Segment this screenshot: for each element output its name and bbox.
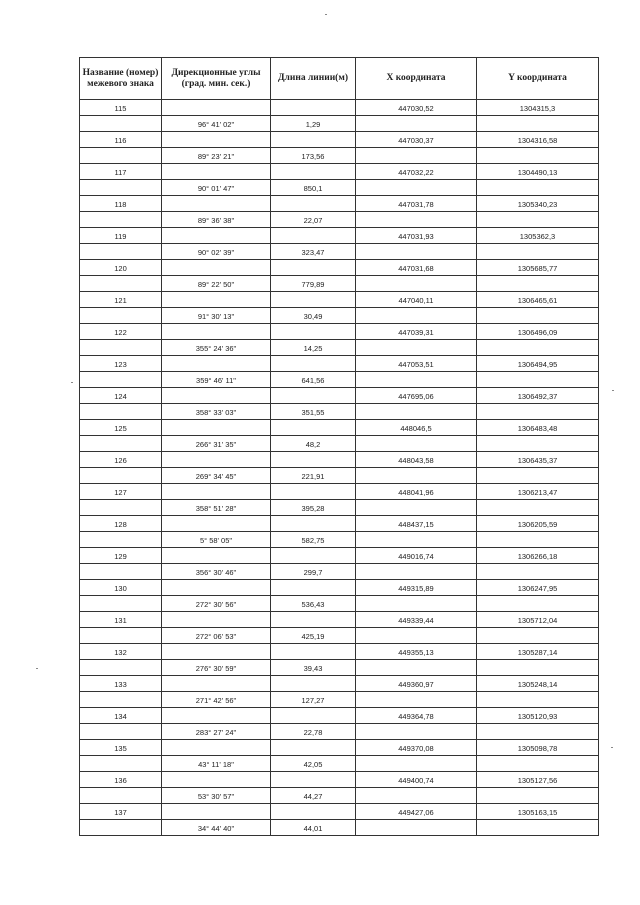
table-row — [80, 660, 599, 676]
line-length: 39,43 — [271, 660, 356, 676]
y-coordinate: 1305127,56 — [477, 772, 599, 788]
table-row — [80, 612, 599, 628]
table-row — [80, 228, 599, 244]
empty-cell — [162, 708, 271, 724]
empty-cell — [80, 692, 162, 708]
empty-cell — [356, 596, 477, 612]
empty-cell — [356, 724, 477, 740]
y-coordinate: 1305340,23 — [477, 196, 599, 212]
table-row — [80, 532, 599, 548]
empty-cell — [356, 532, 477, 548]
line-length: 44,01 — [271, 820, 356, 836]
empty-cell — [162, 132, 271, 148]
table-row — [80, 212, 599, 228]
empty-cell — [356, 628, 477, 644]
x-coordinate: 449370,08 — [356, 740, 477, 756]
table-row — [80, 692, 599, 708]
empty-cell — [356, 404, 477, 420]
empty-cell — [80, 148, 162, 164]
direction-angle: 272° 06' 53" — [162, 628, 271, 644]
line-length: 221,91 — [271, 468, 356, 484]
direction-angle: 89° 22' 50" — [162, 276, 271, 292]
x-coordinate: 447031,78 — [356, 196, 477, 212]
empty-cell — [80, 180, 162, 196]
empty-cell — [356, 660, 477, 676]
empty-cell — [477, 180, 599, 196]
line-length: 582,75 — [271, 532, 356, 548]
table-row — [80, 308, 599, 324]
empty-cell — [80, 244, 162, 260]
y-coordinate: 1306483,48 — [477, 420, 599, 436]
line-length: 323,47 — [271, 244, 356, 260]
empty-cell — [477, 724, 599, 740]
table-row — [80, 628, 599, 644]
point-name: 130 — [80, 580, 162, 596]
table-row — [80, 292, 599, 308]
empty-cell — [162, 100, 271, 116]
table-row — [80, 164, 599, 180]
point-name: 122 — [80, 324, 162, 340]
direction-angle: 358° 33' 03" — [162, 404, 271, 420]
line-length: 22,78 — [271, 724, 356, 740]
empty-cell — [271, 388, 356, 404]
empty-cell — [162, 580, 271, 596]
empty-cell — [162, 772, 271, 788]
table-row — [80, 708, 599, 724]
table-row — [80, 132, 599, 148]
point-name: 125 — [80, 420, 162, 436]
table-row — [80, 452, 599, 468]
table-row — [80, 404, 599, 420]
table-row — [80, 756, 599, 772]
line-length: 14,25 — [271, 340, 356, 356]
header-length: Длина линии(м) — [271, 58, 356, 100]
empty-cell — [477, 628, 599, 644]
table-row — [80, 436, 599, 452]
empty-cell — [162, 228, 271, 244]
empty-cell — [162, 388, 271, 404]
line-length: 425,19 — [271, 628, 356, 644]
empty-cell — [356, 468, 477, 484]
x-coordinate: 448046,5 — [356, 420, 477, 436]
table-row — [80, 644, 599, 660]
empty-cell — [477, 276, 599, 292]
scan-speck — [36, 668, 38, 669]
empty-cell — [477, 436, 599, 452]
x-coordinate: 447040,11 — [356, 292, 477, 308]
y-coordinate: 1306435,37 — [477, 452, 599, 468]
empty-cell — [356, 820, 477, 836]
direction-angle: 89° 36' 38" — [162, 212, 271, 228]
x-coordinate: 449360,97 — [356, 676, 477, 692]
empty-cell — [477, 596, 599, 612]
y-coordinate: 1306247,95 — [477, 580, 599, 596]
empty-cell — [356, 212, 477, 228]
empty-cell — [80, 788, 162, 804]
direction-angle: 91° 30' 13" — [162, 308, 271, 324]
empty-cell — [80, 372, 162, 388]
y-coordinate: 1304315,3 — [477, 100, 599, 116]
empty-cell — [162, 804, 271, 820]
point-name: 117 — [80, 164, 162, 180]
empty-cell — [356, 372, 477, 388]
line-length: 30,49 — [271, 308, 356, 324]
empty-cell — [271, 676, 356, 692]
table-row — [80, 340, 599, 356]
x-coordinate: 449400,74 — [356, 772, 477, 788]
direction-angle: 43° 11' 18" — [162, 756, 271, 772]
empty-cell — [356, 244, 477, 260]
empty-cell — [271, 292, 356, 308]
empty-cell — [80, 820, 162, 836]
line-length: 127,27 — [271, 692, 356, 708]
empty-cell — [356, 340, 477, 356]
table-row — [80, 724, 599, 740]
empty-cell — [80, 596, 162, 612]
table-row — [80, 820, 599, 836]
point-name: 126 — [80, 452, 162, 468]
empty-cell — [271, 484, 356, 500]
x-coordinate: 448041,96 — [356, 484, 477, 500]
empty-cell — [162, 196, 271, 212]
direction-angle: 90° 02' 39" — [162, 244, 271, 260]
direction-angle: 266° 31' 35" — [162, 436, 271, 452]
line-length: 779,89 — [271, 276, 356, 292]
table-row — [80, 100, 599, 116]
table-row — [80, 244, 599, 260]
table-row — [80, 388, 599, 404]
table-row — [80, 548, 599, 564]
empty-cell — [162, 164, 271, 180]
empty-cell — [271, 260, 356, 276]
empty-cell — [80, 532, 162, 548]
point-name: 132 — [80, 644, 162, 660]
y-coordinate: 1305685,77 — [477, 260, 599, 276]
table-row — [80, 148, 599, 164]
point-name: 120 — [80, 260, 162, 276]
table-body — [80, 100, 599, 836]
y-coordinate: 1305120,93 — [477, 708, 599, 724]
empty-cell — [80, 500, 162, 516]
empty-cell — [477, 148, 599, 164]
x-coordinate: 449339,44 — [356, 612, 477, 628]
empty-cell — [477, 756, 599, 772]
table-row — [80, 564, 599, 580]
table-row — [80, 116, 599, 132]
direction-angle: 90° 01' 47" — [162, 180, 271, 196]
line-length: 395,28 — [271, 500, 356, 516]
empty-cell — [356, 564, 477, 580]
y-coordinate: 1304316,58 — [477, 132, 599, 148]
x-coordinate: 448437,15 — [356, 516, 477, 532]
y-coordinate: 1304490,13 — [477, 164, 599, 180]
boundary-coordinates-table — [79, 57, 599, 836]
table-row — [80, 260, 599, 276]
x-coordinate: 448043,58 — [356, 452, 477, 468]
table-row — [80, 276, 599, 292]
line-length: 42,05 — [271, 756, 356, 772]
empty-cell — [162, 260, 271, 276]
line-length: 173,56 — [271, 148, 356, 164]
header-y: Y координата — [477, 58, 599, 100]
empty-cell — [80, 436, 162, 452]
point-name: 135 — [80, 740, 162, 756]
empty-cell — [162, 484, 271, 500]
table-row — [80, 580, 599, 596]
empty-cell — [271, 100, 356, 116]
direction-angle: 269° 34' 45" — [162, 468, 271, 484]
empty-cell — [477, 244, 599, 260]
empty-cell — [162, 452, 271, 468]
empty-cell — [271, 708, 356, 724]
empty-cell — [162, 740, 271, 756]
empty-cell — [356, 436, 477, 452]
empty-cell — [477, 116, 599, 132]
point-name: 119 — [80, 228, 162, 244]
x-coordinate: 447053,51 — [356, 356, 477, 372]
direction-angle: 356° 30' 46" — [162, 564, 271, 580]
scan-speck — [325, 14, 327, 15]
empty-cell — [162, 356, 271, 372]
point-name: 134 — [80, 708, 162, 724]
x-coordinate: 449315,89 — [356, 580, 477, 596]
empty-cell — [477, 500, 599, 516]
direction-angle: 358° 51' 28" — [162, 500, 271, 516]
point-name: 136 — [80, 772, 162, 788]
empty-cell — [80, 660, 162, 676]
x-coordinate: 447695,06 — [356, 388, 477, 404]
direction-angle: 34° 44' 40" — [162, 820, 271, 836]
table-row — [80, 740, 599, 756]
empty-cell — [271, 740, 356, 756]
header-point: Название (номер) межевого знака — [80, 58, 162, 100]
point-name: 128 — [80, 516, 162, 532]
table-row — [80, 372, 599, 388]
point-name: 129 — [80, 548, 162, 564]
empty-cell — [356, 148, 477, 164]
direction-angle: 96° 41' 02" — [162, 116, 271, 132]
direction-angle: 283° 27' 24" — [162, 724, 271, 740]
empty-cell — [80, 212, 162, 228]
empty-cell — [162, 420, 271, 436]
y-coordinate: 1305362,3 — [477, 228, 599, 244]
empty-cell — [356, 116, 477, 132]
direction-angle: 5° 58' 05" — [162, 532, 271, 548]
empty-cell — [477, 660, 599, 676]
empty-cell — [271, 452, 356, 468]
empty-cell — [356, 692, 477, 708]
empty-cell — [477, 532, 599, 548]
table-row — [80, 516, 599, 532]
empty-cell — [477, 212, 599, 228]
y-coordinate: 1306492,37 — [477, 388, 599, 404]
direction-angle: 276° 30' 59" — [162, 660, 271, 676]
point-name: 123 — [80, 356, 162, 372]
y-coordinate: 1306266,18 — [477, 548, 599, 564]
x-coordinate: 447031,93 — [356, 228, 477, 244]
empty-cell — [271, 516, 356, 532]
y-coordinate: 1306213,47 — [477, 484, 599, 500]
table-row — [80, 196, 599, 212]
table-row — [80, 468, 599, 484]
point-name: 131 — [80, 612, 162, 628]
empty-cell — [477, 468, 599, 484]
empty-cell — [80, 308, 162, 324]
table-row — [80, 180, 599, 196]
empty-cell — [477, 404, 599, 420]
empty-cell — [271, 804, 356, 820]
direction-angle: 359° 46' 11" — [162, 372, 271, 388]
line-length: 536,43 — [271, 596, 356, 612]
header-x: X координата — [356, 58, 477, 100]
y-coordinate: 1306205,59 — [477, 516, 599, 532]
empty-cell — [477, 340, 599, 356]
point-name: 118 — [80, 196, 162, 212]
y-coordinate: 1305287,14 — [477, 644, 599, 660]
direction-angle: 272° 30' 56" — [162, 596, 271, 612]
direction-angle: 53° 30' 57" — [162, 788, 271, 804]
empty-cell — [80, 724, 162, 740]
y-coordinate: 1306494,95 — [477, 356, 599, 372]
line-length: 1,29 — [271, 116, 356, 132]
table-row — [80, 676, 599, 692]
empty-cell — [271, 548, 356, 564]
empty-cell — [271, 580, 356, 596]
empty-cell — [477, 820, 599, 836]
line-length: 48,2 — [271, 436, 356, 452]
table-row — [80, 484, 599, 500]
point-name: 121 — [80, 292, 162, 308]
point-name: 127 — [80, 484, 162, 500]
point-name: 137 — [80, 804, 162, 820]
empty-cell — [271, 772, 356, 788]
empty-cell — [162, 548, 271, 564]
table-row — [80, 772, 599, 788]
empty-cell — [162, 676, 271, 692]
x-coordinate: 449364,78 — [356, 708, 477, 724]
y-coordinate: 1306496,09 — [477, 324, 599, 340]
empty-cell — [356, 180, 477, 196]
empty-cell — [271, 356, 356, 372]
empty-cell — [162, 292, 271, 308]
empty-cell — [356, 756, 477, 772]
empty-cell — [80, 404, 162, 420]
x-coordinate: 449355,13 — [356, 644, 477, 660]
empty-cell — [356, 308, 477, 324]
table-row — [80, 596, 599, 612]
empty-cell — [162, 324, 271, 340]
y-coordinate: 1305712,04 — [477, 612, 599, 628]
table-row — [80, 356, 599, 372]
line-length: 641,56 — [271, 372, 356, 388]
x-coordinate: 447031,68 — [356, 260, 477, 276]
x-coordinate: 449427,06 — [356, 804, 477, 820]
empty-cell — [162, 516, 271, 532]
y-coordinate: 1305098,78 — [477, 740, 599, 756]
scan-speck — [71, 382, 73, 383]
empty-cell — [80, 340, 162, 356]
scan-speck — [612, 390, 614, 391]
empty-cell — [356, 788, 477, 804]
line-length: 299,7 — [271, 564, 356, 580]
direction-angle: 271° 42' 56" — [162, 692, 271, 708]
empty-cell — [477, 564, 599, 580]
empty-cell — [271, 324, 356, 340]
x-coordinate: 447030,37 — [356, 132, 477, 148]
y-coordinate: 1305163,15 — [477, 804, 599, 820]
empty-cell — [271, 420, 356, 436]
line-length: 351,55 — [271, 404, 356, 420]
table-row — [80, 420, 599, 436]
line-length: 850,1 — [271, 180, 356, 196]
empty-cell — [271, 132, 356, 148]
header-angle: Дирекционные углы (град. мин. сек.) — [162, 58, 271, 100]
empty-cell — [80, 276, 162, 292]
table-row — [80, 500, 599, 516]
empty-cell — [356, 276, 477, 292]
y-coordinate: 1305248,14 — [477, 676, 599, 692]
empty-cell — [80, 468, 162, 484]
scan-speck — [611, 747, 613, 748]
x-coordinate: 449016,74 — [356, 548, 477, 564]
x-coordinate: 447039,31 — [356, 324, 477, 340]
point-name: 115 — [80, 100, 162, 116]
x-coordinate: 447030,52 — [356, 100, 477, 116]
empty-cell — [80, 116, 162, 132]
table-row — [80, 804, 599, 820]
x-coordinate: 447032,22 — [356, 164, 477, 180]
empty-cell — [80, 564, 162, 580]
direction-angle: 89° 23' 21" — [162, 148, 271, 164]
empty-cell — [271, 196, 356, 212]
empty-cell — [477, 692, 599, 708]
point-name: 116 — [80, 132, 162, 148]
empty-cell — [271, 644, 356, 660]
empty-cell — [356, 500, 477, 516]
line-length: 22,07 — [271, 212, 356, 228]
empty-cell — [162, 612, 271, 628]
y-coordinate: 1306465,61 — [477, 292, 599, 308]
empty-cell — [477, 308, 599, 324]
direction-angle: 355° 24' 36" — [162, 340, 271, 356]
line-length: 44,27 — [271, 788, 356, 804]
empty-cell — [271, 164, 356, 180]
point-name: 133 — [80, 676, 162, 692]
table-header-row — [80, 58, 599, 100]
table-row — [80, 788, 599, 804]
table-row — [80, 324, 599, 340]
empty-cell — [80, 628, 162, 644]
empty-cell — [162, 644, 271, 660]
empty-cell — [477, 372, 599, 388]
empty-cell — [271, 228, 356, 244]
empty-cell — [271, 612, 356, 628]
empty-cell — [477, 788, 599, 804]
empty-cell — [80, 756, 162, 772]
point-name: 124 — [80, 388, 162, 404]
